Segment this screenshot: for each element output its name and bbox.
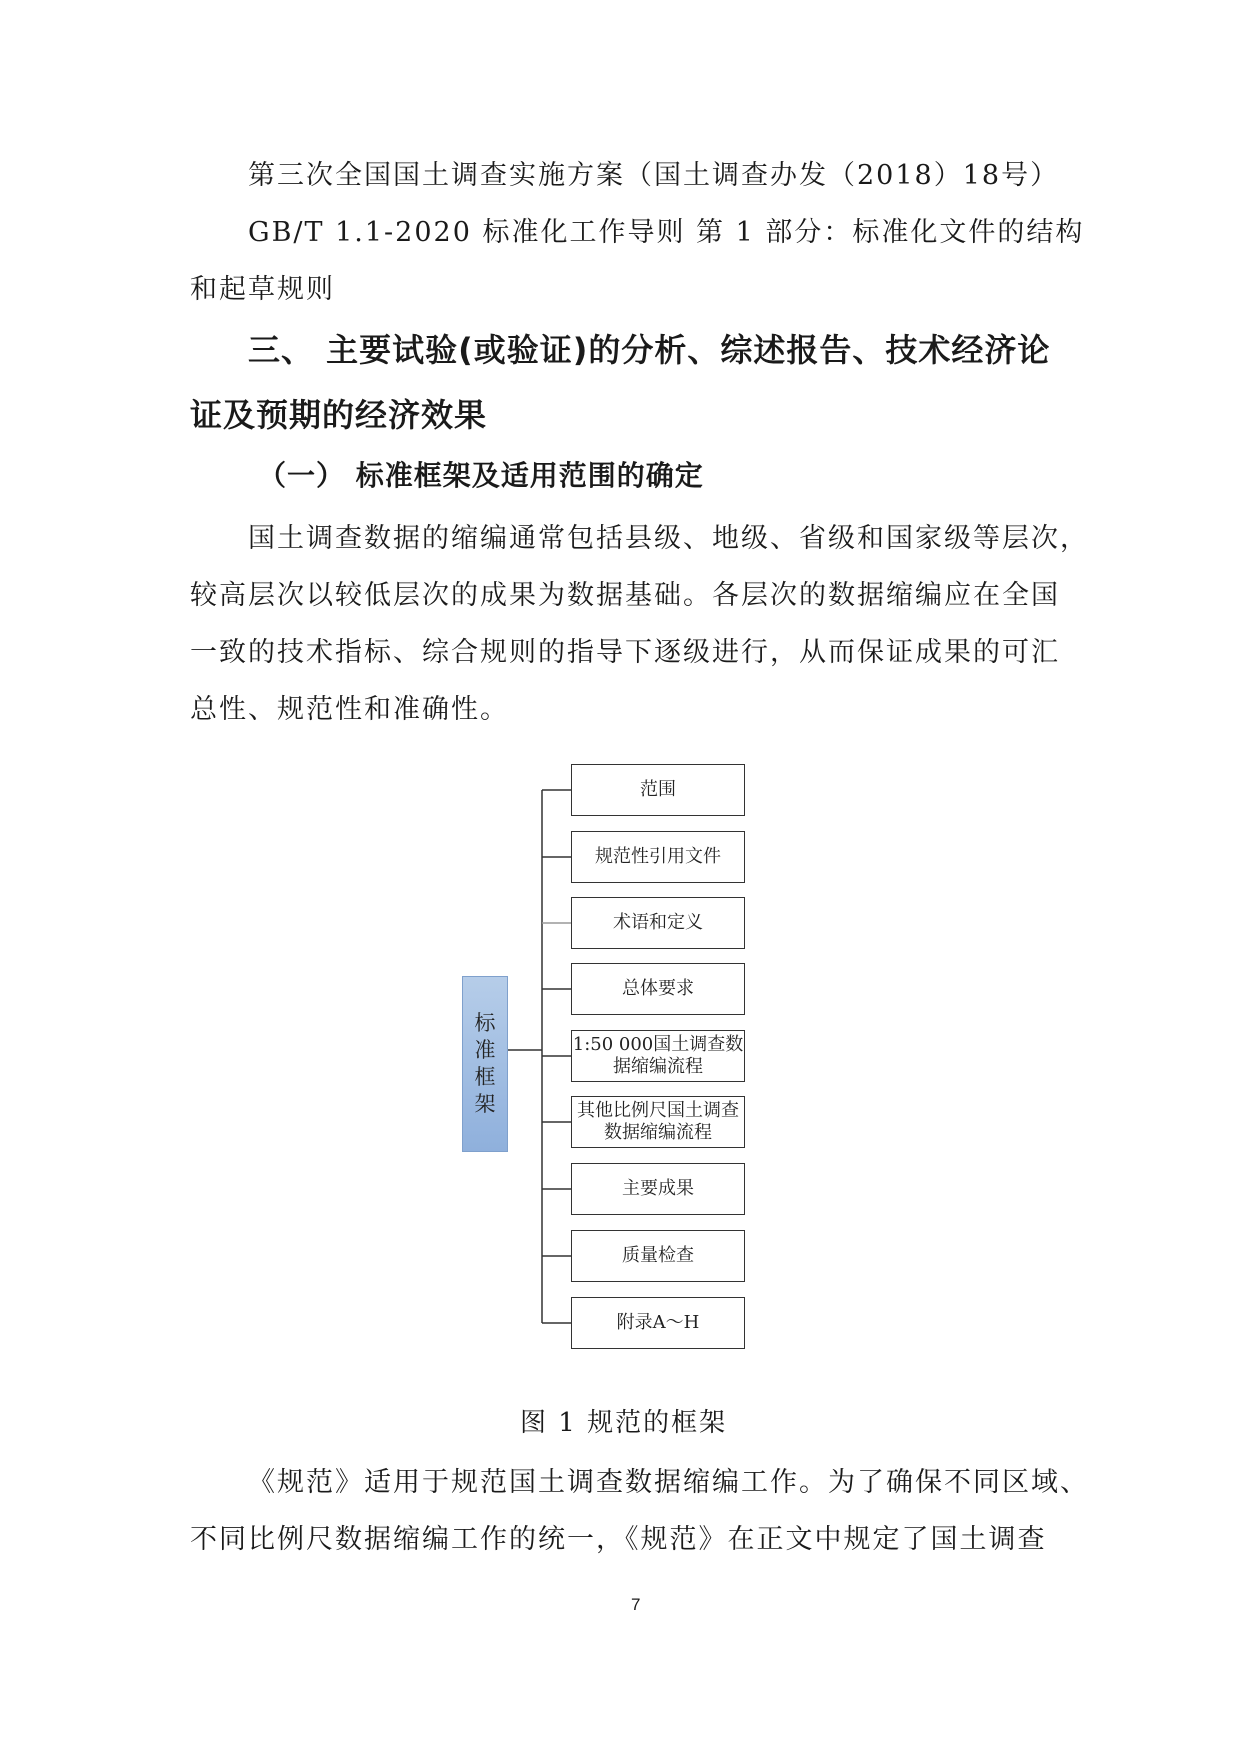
framework-node-main-results: 主要成果 <box>571 1163 745 1215</box>
paragraph-2-line-1: 《规范》适用于规范国土调查数据缩编工作。为了确保不同区域、 <box>248 1467 1089 1498</box>
paragraph-1-line-1: 国土调查数据的缩编通常包括县级、地级、省级和国家级等层次， <box>248 523 1089 554</box>
framework-node-terms-definitions: 术语和定义 <box>571 897 745 949</box>
section-heading-line-2: 证及预期的经济效果 <box>190 396 488 434</box>
framework-node-50000-process: 1:50 000国土调查数据缩编流程 <box>571 1030 745 1082</box>
subsection-heading: （一） 标准框架及适用范围的确定 <box>258 459 704 492</box>
framework-node-normative-references: 规范性引用文件 <box>571 831 745 883</box>
paragraph-2-line-2: 不同比例尺数据缩编工作的统一，《规范》在正文中规定了国土调查 <box>190 1524 1047 1555</box>
paragraph-1-line-4: 总性、规范性和准确性。 <box>190 694 509 725</box>
section-heading-line-1: 三、 主要试验(或验证)的分析、综述报告、技术经济论 <box>248 331 1051 369</box>
framework-node-scope: 范围 <box>571 764 745 816</box>
reference-line-1: 第三次全国国土调查实施方案（国土调查办发（2018）18号） <box>248 160 1060 191</box>
page-number: 7 <box>631 1595 641 1614</box>
paragraph-1-line-3: 一致的技术指标、综合规则的指导下逐级进行，从而保证成果的可汇 <box>190 637 1060 668</box>
paragraph-1-line-2: 较高层次以较低层次的成果为数据基础。各层次的数据缩编应在全国 <box>190 580 1060 611</box>
framework-node-quality-check: 质量检查 <box>571 1230 745 1282</box>
framework-root-box <box>462 976 508 1152</box>
framework-root-label: 标准框架 <box>474 1011 496 1116</box>
framework-node-appendix: 附录A～H <box>571 1297 745 1349</box>
framework-node-other-scale-process: 其他比例尺国土调查数据缩编流程 <box>571 1096 745 1148</box>
reference-line-3: 和起草规则 <box>190 274 335 305</box>
framework-node-general-requirements: 总体要求 <box>571 963 745 1015</box>
reference-line-2: GB/T 1.1-2020 标准化工作导则 第 1 部分：标准化文件的结构 <box>248 217 1085 248</box>
figure-caption: 图 1 规范的框架 <box>520 1408 728 1438</box>
